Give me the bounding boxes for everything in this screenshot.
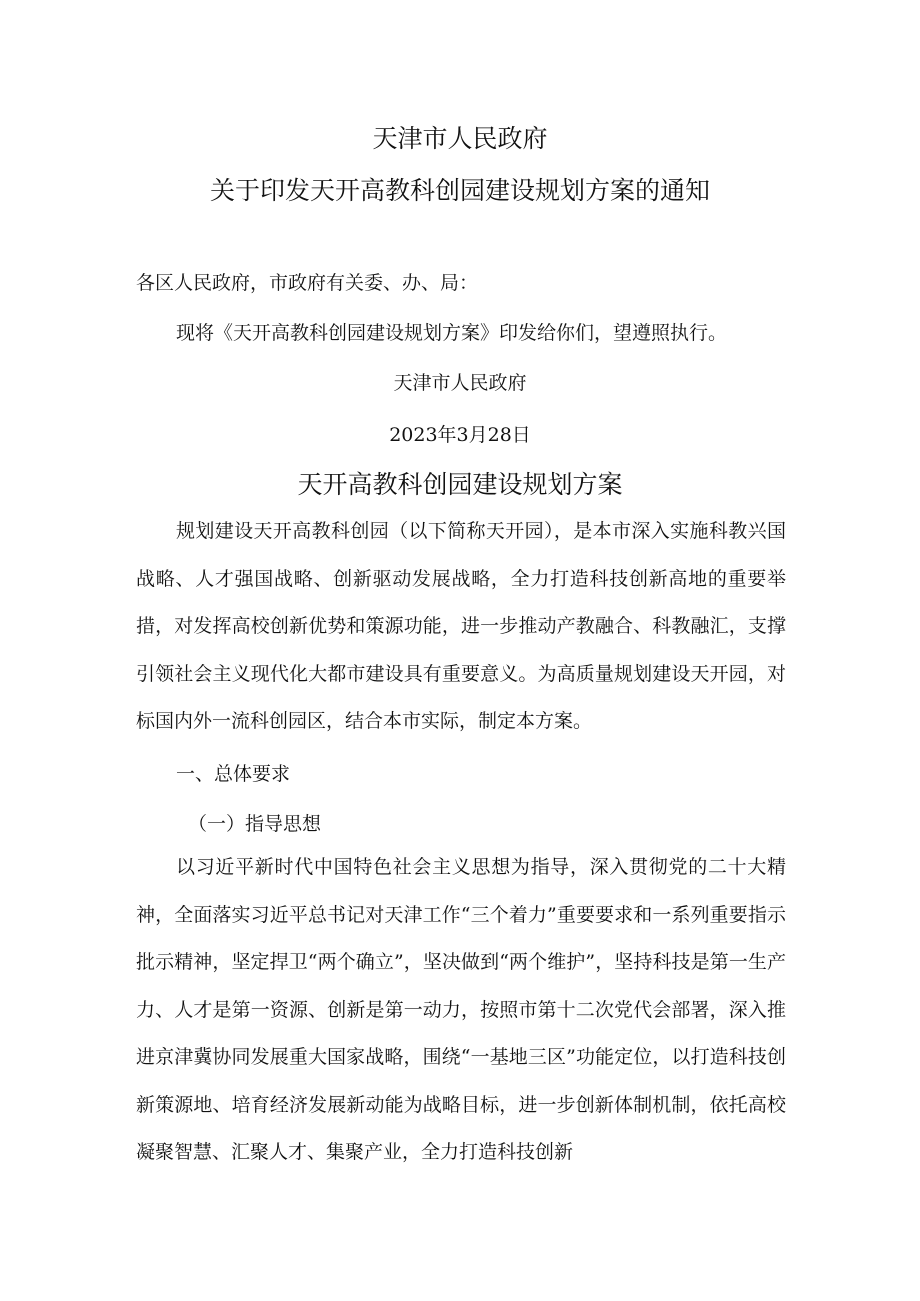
plan-title: 天开高教科创园建设规划方案 xyxy=(297,470,623,499)
section-heading-general-requirements: 一、总体要求 xyxy=(176,763,291,785)
signature: 天津市人民政府 xyxy=(393,372,527,394)
subsection-heading-guiding-ideology: （一）指导思想 xyxy=(188,813,322,835)
plan-intro-paragraph: 规划建设天开高教科创园（以下简称天开园），是本市深入实施科教兴国战略、人才强国战略、创新驱动发展战略，全力打造科技创新高地的重要举措，对发挥高校创新优势和策源功能，进一步推动产教融合、科教融汇，支撑引领社会主义现代化大都市建设具有重要意义。为高质量规划建设天开园，对标国内外一流科创园区，结合本市实际，制定本方案。 xyxy=(136,520,786,732)
notice-body: 现将《天开高教科创园建设规划方案》印发给你们，望遵照执行。 xyxy=(176,322,728,344)
addressee: 各区人民政府，市政府有关委、办、局： xyxy=(136,272,479,294)
notice-title: 关于印发天开高教科创园建设规划方案的通知 xyxy=(209,176,710,205)
guiding-ideology-paragraph: 以习近平新时代中国特色社会主义思想为指导，深入贯彻党的二十大精神，全面落实习近平总书记对天津工作“三个着力”重要要求和一系列重要指示批示精神，坚定捍卫“两个确立”，坚决做到“两个维护”，坚持科技是第一生产力、人才是第一资源、创新是第一动力，按照市第十二次党代会部署，深入推进京津冀协同发展重大国家战略，围绕“一基地三区”功能定位，以打造科技创新策源地、培育经济发展新动能为战略目标，进一步创新体制机制，依托高校凝聚智慧、汇聚人才、集聚产业，全力打造科技创新 xyxy=(136,856,786,1163)
issuer-heading: 天津市人民政府 xyxy=(372,124,548,153)
issue-date: 2023年3月28日 xyxy=(389,424,531,446)
